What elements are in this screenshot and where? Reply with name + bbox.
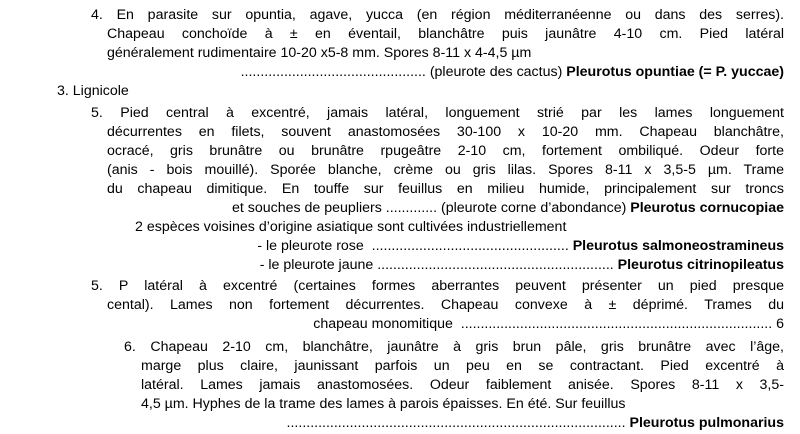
entry-4-dotted-leader: ............................................... (pleurote des cactus) xyxy=(240,64,567,80)
species-pleurotus-opuntiae: Pleurotus opuntiae (= P. yuccae) xyxy=(566,64,784,80)
entry-6-line-3: latéral. Lames jamais anastomosées. Odeur faiblement anisée. Spores 8-11 x 3,5- xyxy=(141,377,784,393)
entry-5b-line-2: cental). Lames non fortement décurrentes. Chapeau convexe à ± déprimé. Trames du xyxy=(107,297,784,313)
section-3-heading: 3. Lignicole xyxy=(57,83,129,99)
species-pleurotus-salmoneostramineus: Pleurotus salmoneostramineus xyxy=(572,238,784,254)
entry-4-line-3: généralement rudimentaire 10-20 x5-8 mm. Spores 8-11 x 4-4,5 µm xyxy=(107,45,532,61)
entry-4-line-4 xyxy=(107,63,784,83)
entry-6-line-2: marge plus claire, jaunissant parfois un peu en se contractant. Pied excentré à xyxy=(141,358,784,374)
entry-5a-line-6 xyxy=(107,199,784,219)
rose-dotted-leader: - le pleurote rose .................................................. xyxy=(257,238,573,254)
entry-6-line-1: 6. Chapeau 2-10 cm, blanchâtre, jaunâtre à gris brun pâle, gris brunâtre avec l’âge, xyxy=(124,339,784,355)
entry-5a-jaune xyxy=(124,256,784,276)
entry-6-line-4: 4,5 µm. Hyphes de la trame des lames à parois épaisses. En été. Sur feuillus xyxy=(141,396,626,412)
entry-4-line-2: Chapeau conchoïde à ± en éventail, blanchâtre puis jaunâtre 4-10 cm. Pied latéral xyxy=(107,26,784,42)
entry-6-dotted-leader: ...................................................................................... xyxy=(286,415,630,431)
entry-5a-line-5: du chapeau dimitique. En touffe sur feuillus en milieu humide, principalement sur troncs xyxy=(107,181,784,197)
couplet-6-ref: 6 xyxy=(772,316,784,332)
species-pleurotus-citrinopileatus: Pleurotus citrinopileatus xyxy=(617,257,784,273)
species-pleurotus-cornucopiae: Pleurotus cornucopiae xyxy=(630,200,784,216)
entry-5b-line-1: 5. P latéral à excentré (certaines formes aberrantes peuvent présenter un pied presque xyxy=(91,278,784,294)
entry-5a-rose xyxy=(124,237,784,257)
entry-5a-line-3: ocracé, gris brunâtre ou brunâtre rpugeâtre 2-10 cm, fortement ombiliqué. Odeur forte xyxy=(107,143,784,159)
entry-6-line-5 xyxy=(141,414,784,434)
entry-5a-line-2: décurrentes en filets, souvent anastomosées 30-100 x 10-20 mm. Chapeau blanchâtre, xyxy=(107,124,784,140)
entry-5b-line-3 xyxy=(107,315,784,335)
entry-5b-dotted-leader: chapeau monomitique ............................................................................... xyxy=(313,316,773,332)
entry-5a-note: 2 espèces voisines d’origine asiatique sont cultivées industriellement xyxy=(135,219,567,235)
entry-5a-dotted-leader: et souches de peupliers ............. (pleurote corne d’abondance) xyxy=(231,200,631,216)
species-pleurotus-pulmonarius: Pleurotus pulmonarius xyxy=(629,415,784,431)
entry-5a-line-4: (anis - bois mouillé). Sporée blanche, crème ou gris lilas. Spores 8-11 x 3,5-5 µm. Trame xyxy=(107,162,784,178)
entry-4-line-1: 4. En parasite sur opuntia, agave, yucca (en région méditerranéenne ou dans des serres). xyxy=(91,7,784,23)
jaune-dotted-leader: - le pleurote jaune ............................................................ xyxy=(259,257,618,273)
entry-5a-line-1: 5. Pied central à excentré, jamais latéral, longuement strié par les lames longuement xyxy=(91,105,784,121)
